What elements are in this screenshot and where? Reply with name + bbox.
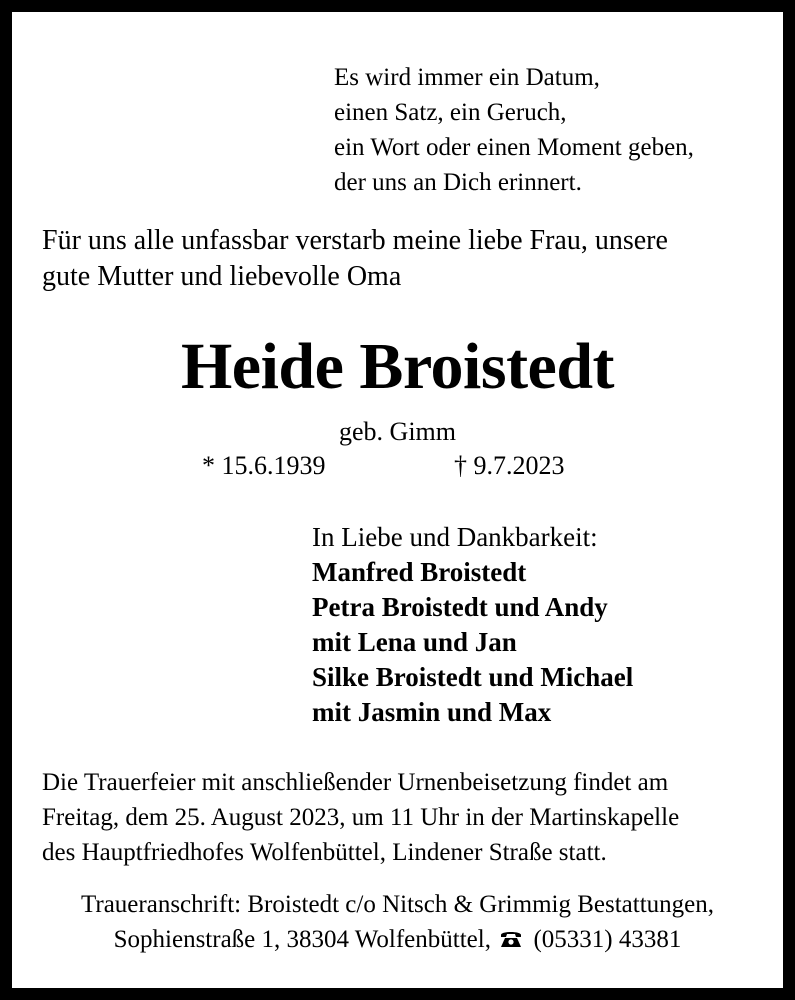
death-date: † 9.7.2023: [454, 451, 565, 480]
telephone-icon: [499, 929, 523, 949]
intro-line: gute Mutter und liebevolle Oma: [42, 261, 402, 292]
contact-address-line: [12, 922, 783, 957]
life-dates: [12, 450, 783, 482]
service-line: Die Trauerfeier mit anschließender Urnenbeisetzung findet am: [42, 769, 669, 796]
family-member: mit Lena und Jan: [312, 627, 517, 657]
poem: [334, 60, 694, 200]
family-member: Petra Broistedt und Andy: [312, 592, 608, 622]
contact-phone: (05331) 43381: [533, 926, 682, 953]
funeral-service-info: [42, 765, 777, 870]
intro-line: Für uns alle unfassbar verstarb meine liebe Frau, unsere: [42, 225, 668, 256]
poem-line: der uns an Dich erinnert.: [334, 169, 582, 196]
mourning-address: [12, 887, 783, 957]
service-line: des Hauptfriedhofes Wolfenbüttel, Lindener Straße statt.: [42, 839, 607, 866]
contact-line: Traueranschrift: Broistedt c/o Nitsch & Grimmig Bestattungen,: [80, 891, 714, 918]
poem-line: einen Satz, ein Geruch,: [334, 99, 567, 126]
family-signature: [312, 520, 633, 730]
birth-name: geb. Gimm: [339, 417, 456, 446]
family-member: Manfred Broistedt: [312, 557, 527, 587]
deceased-name: Heide Broistedt: [180, 330, 615, 403]
poem-line: Es wird immer ein Datum,: [334, 64, 600, 91]
service-line: Freitag, dem 25. August 2023, um 11 Uhr in der Martinskapelle: [42, 804, 680, 831]
family-lead: In Liebe und Dankbarkeit:: [312, 522, 598, 552]
intro-text: [42, 223, 772, 295]
poem-line: ein Wort oder einen Moment geben,: [334, 134, 694, 161]
contact-address: Sophienstraße 1, 38304 Wolfenbüttel,: [113, 926, 491, 953]
family-member: mit Jasmin und Max: [312, 697, 552, 727]
family-member: Silke Broistedt und Michael: [312, 662, 634, 692]
birth-date: * 15.6.1939: [202, 451, 326, 480]
